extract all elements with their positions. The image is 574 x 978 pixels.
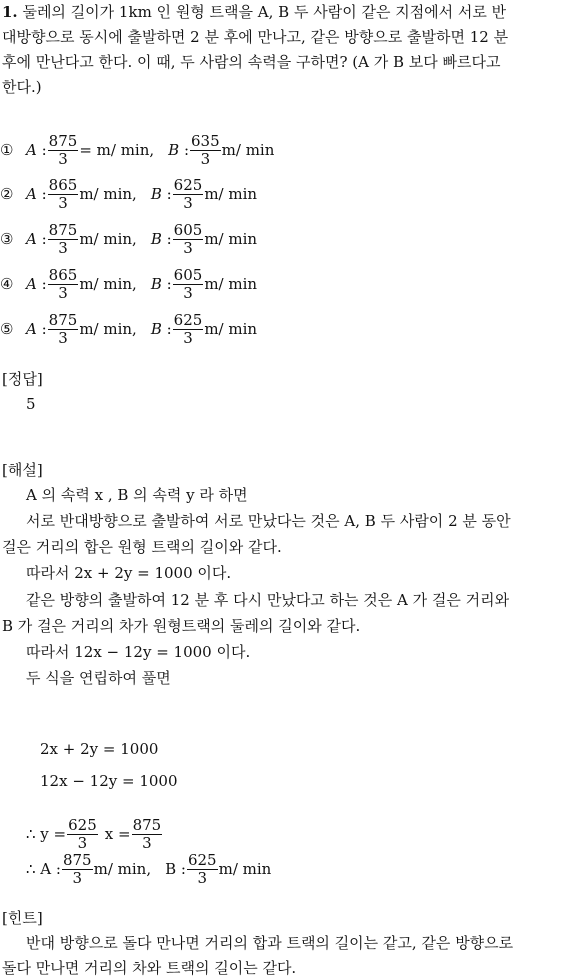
explanation-p1: A 의 속력 x , B 의 속력 y 라 하면 [26, 486, 248, 504]
option-b-numerator: 625 [173, 175, 203, 194]
option-a-unit: m/ min, [79, 275, 137, 293]
option-b-unit: m/ min [221, 141, 275, 159]
explanation-p6: 두 식을 연립하여 풀면 [26, 669, 171, 687]
option-b-denominator: 3 [183, 193, 193, 212]
option-b-denominator: 3 [200, 149, 211, 168]
result-b-denominator: 3 [197, 868, 208, 887]
question-number: 1. [2, 3, 18, 21]
option-a-denominator: 3 [58, 283, 68, 302]
question-text-1: 둘레의 길이가 1km 인 원형 트랙을 A, B 두 사람이 같은 지점에서 서로 반 [22, 3, 507, 21]
equation-1: 2x + 2y = 1000 [40, 740, 159, 758]
option-a-numerator: 875 [48, 310, 78, 329]
explanation-p4a: 같은 방향의 출발하여 12 분 후 다시 만났다고 하는 것은 A 가 걸은 거리와 [26, 591, 510, 609]
question-line-1 [2, 2, 506, 22]
option-b-denominator: 3 [183, 328, 193, 347]
option-a-denominator: 3 [58, 328, 68, 347]
explanation-p2b: 걸은 거리의 합은 원형 트랙의 길이와 같다. [2, 538, 282, 556]
option-a-numerator: 865 [48, 175, 78, 194]
option-b-fraction [173, 312, 204, 347]
hint-heading: [힌트] [2, 909, 43, 927]
equation-2: 12x − 12y = 1000 [40, 772, 178, 790]
result-b-unit: m/ min [218, 860, 272, 878]
option-b-fraction [173, 267, 204, 302]
option-b-colon: : [161, 185, 172, 203]
option-a-label: A [26, 320, 37, 338]
option-a-unit: m/ min, [79, 320, 137, 338]
result-a-fraction [62, 852, 93, 887]
answer-value: 5 [26, 395, 36, 413]
explanation-p4b: B 가 걸은 거리의 차가 원형트랙의 둘레의 길이와 같다. [2, 617, 361, 635]
option-number: ④ [0, 275, 14, 293]
result-2-prefix: ∴ A : [26, 860, 61, 878]
y-numerator: 625 [68, 815, 97, 834]
option-b-denominator: 3 [183, 283, 193, 302]
option-a-fraction [48, 267, 79, 302]
option-b-label: B [150, 275, 162, 293]
option-b-colon: : [179, 141, 190, 159]
option-a-denominator: 3 [58, 149, 68, 168]
option-b-label: B [150, 320, 162, 338]
option-a-denominator: 3 [58, 193, 68, 212]
option-number: ① [0, 141, 14, 159]
option-b-label: B [168, 141, 180, 159]
option-5[interactable] [0, 307, 257, 351]
answer-heading: [정답] [2, 370, 43, 388]
option-b-unit: m/ min [204, 185, 258, 203]
x-numerator: 875 [132, 815, 162, 834]
result-1-prefix: ∴ y = [26, 825, 67, 843]
y-denominator: 3 [77, 833, 88, 852]
option-a-denominator: 3 [58, 238, 68, 257]
option-b-unit: m/ min [204, 275, 258, 293]
option-b-label: B [150, 230, 162, 248]
option-b-numerator: 625 [173, 310, 203, 329]
explanation-p2a: 서로 반대방향으로 출발하여 서로 만났다는 것은 A, B 두 사람이 2 분 동안 [26, 512, 511, 530]
result-a-numerator: 875 [62, 850, 92, 869]
option-b-numerator: 605 [173, 265, 203, 284]
explanation-heading: [해설] [2, 461, 43, 479]
option-a-label: A [26, 185, 37, 203]
result-a-unit: m/ min, [93, 860, 152, 878]
option-a-label: A [26, 275, 37, 293]
option-a-numerator: 875 [48, 131, 78, 150]
hint-line-1: 반대 방향으로 돌다 만나면 거리의 합과 트랙의 길이는 같고, 같은 방향으로 [26, 934, 514, 952]
option-2[interactable] [0, 172, 257, 216]
result-line-2 [26, 847, 271, 891]
option-a-colon: : [36, 230, 47, 248]
option-a-colon: : [36, 320, 47, 338]
option-1[interactable] [0, 128, 274, 172]
option-b-fraction [190, 133, 221, 168]
option-a-fraction [48, 177, 79, 212]
result-b-label: B : [165, 860, 186, 878]
result-b-numerator: 625 [187, 850, 217, 869]
option-b-colon: : [161, 230, 172, 248]
option-b-unit: m/ min [204, 320, 258, 338]
option-number: ③ [0, 230, 14, 248]
option-a-numerator: 875 [48, 220, 78, 239]
option-b-numerator: 605 [173, 220, 203, 239]
x-denominator: 3 [142, 833, 152, 852]
question-text-4: 한다.) [2, 78, 42, 96]
option-a-numerator: 865 [48, 265, 78, 284]
option-b-colon: : [161, 275, 172, 293]
option-a-colon: : [36, 185, 47, 203]
question-text-2: 대방향으로 동시에 출발하면 2 분 후에 만나고, 같은 방향으로 출발하면 12 분 [2, 28, 509, 46]
option-b-colon: : [161, 320, 172, 338]
explanation-p3: 따라서 2x + 2y = 1000 이다. [26, 564, 232, 582]
hint-line-2: 돌다 만나면 거리의 차와 트랙의 길이는 같다. [2, 959, 297, 977]
question-text-3: 후에 만난다고 한다. 이 때, 두 사람의 속력을 구하면? (A 가 B 보다 빠르다고 [2, 53, 501, 71]
option-a-unit: m/ min, [79, 230, 137, 248]
option-a-fraction [48, 133, 79, 168]
option-a-fraction [48, 312, 79, 347]
option-b-fraction [173, 222, 204, 257]
result-b-fraction [187, 852, 218, 887]
explanation-p5: 따라서 12x − 12y = 1000 이다. [26, 643, 251, 661]
option-b-denominator: 3 [183, 238, 193, 257]
option-a-label: A [26, 230, 37, 248]
option-a-unit: m/ min, [79, 185, 137, 203]
option-a-colon: : [36, 275, 47, 293]
option-a-fraction [48, 222, 79, 257]
option-b-numerator: 635 [191, 131, 220, 150]
result-a-denominator: 3 [72, 868, 83, 887]
result-1-mid: x = [104, 825, 131, 843]
option-a-unit: = m/ min, [79, 141, 155, 159]
option-a-label: A [26, 141, 37, 159]
option-b-fraction [173, 177, 204, 212]
option-4[interactable] [0, 262, 257, 306]
option-number: ⑤ [0, 320, 14, 338]
option-a-colon: : [36, 141, 47, 159]
option-b-unit: m/ min [204, 230, 258, 248]
option-b-label: B [150, 185, 162, 203]
option-number: ② [0, 185, 14, 203]
option-3[interactable] [0, 217, 257, 261]
